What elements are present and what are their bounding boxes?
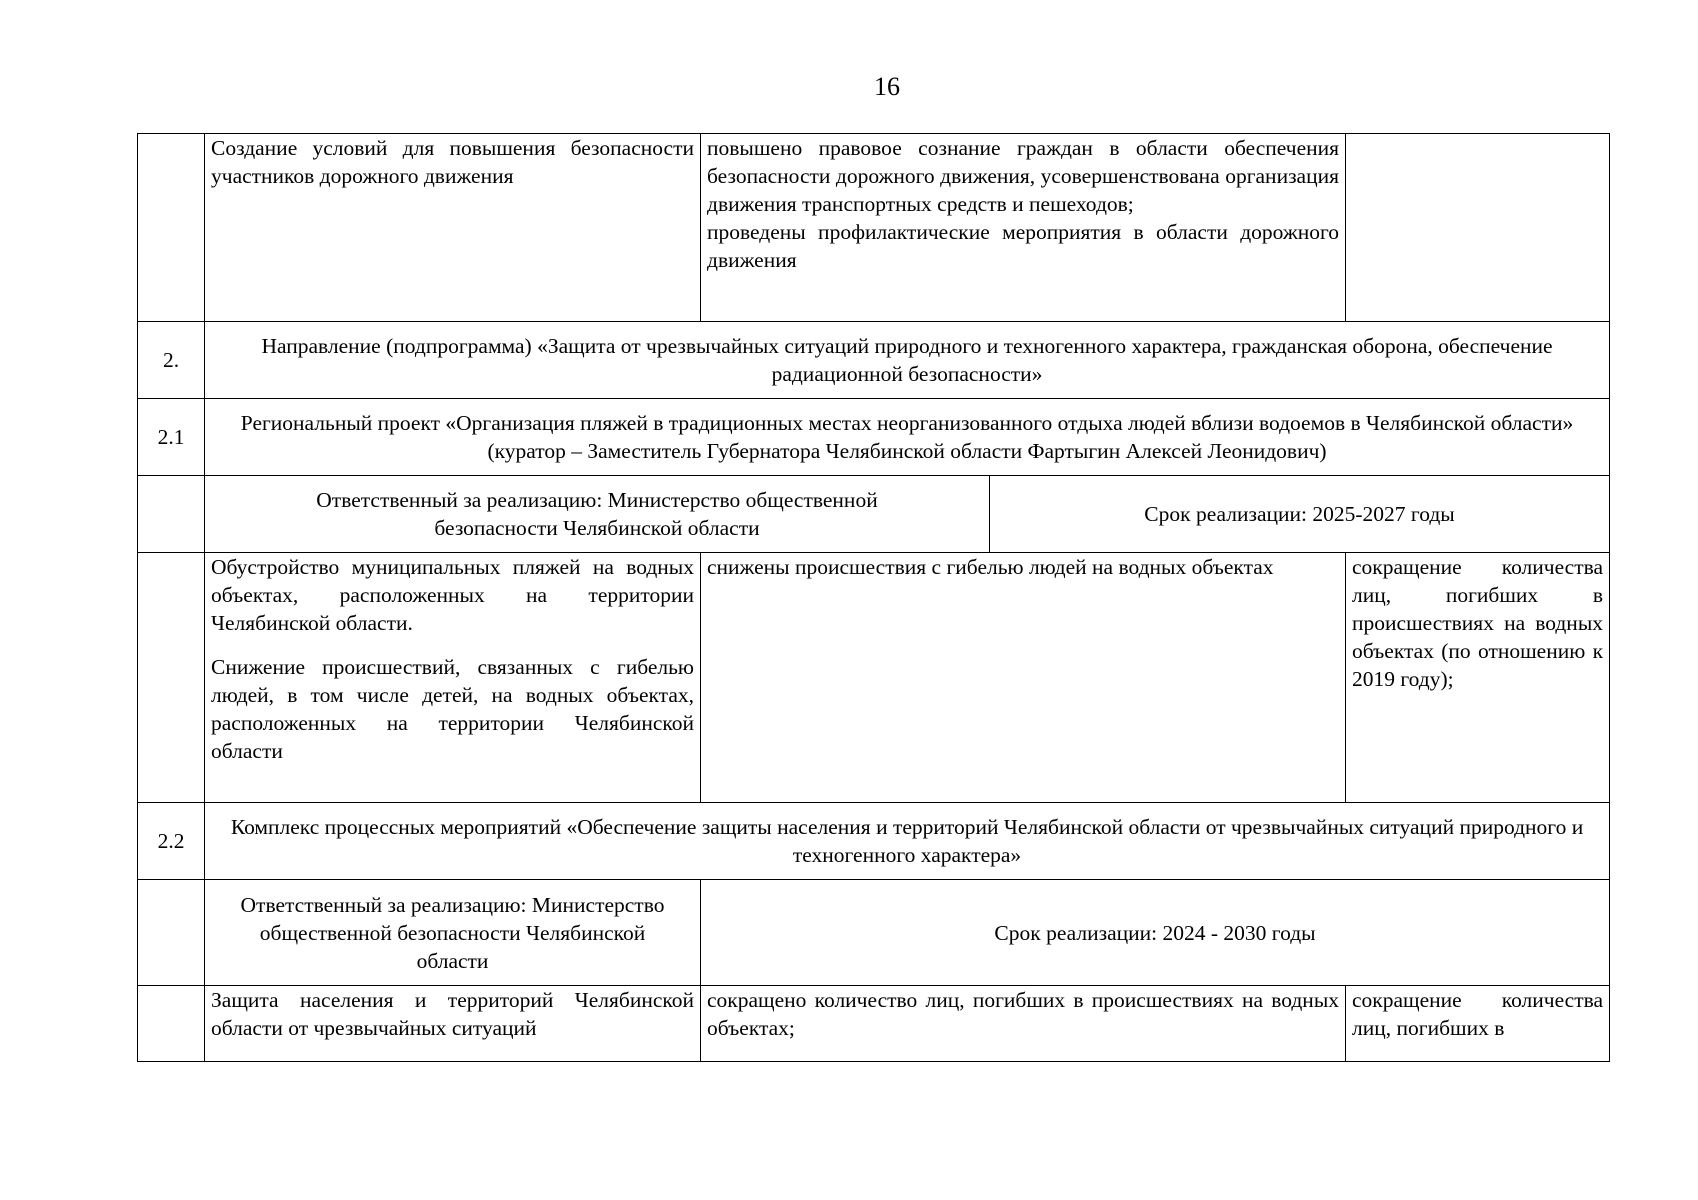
row-number-cell [138,134,205,322]
section-number: 2. [138,322,205,399]
responsible-cell: Ответственный за реализацию: Министерство общественной безопасности Челябинской области [205,880,701,986]
indicator-cell [1346,553,1610,803]
section-row [138,322,1610,399]
section-title: Комплекс процессных мероприятий «Обеспечение защиты населения и территорий Челябинской области от чрезвычайных ситуаций природного и техногенного характера» [205,803,1610,880]
result-cell [701,134,1346,322]
task-text: Защита населения и территорий Челябинской области от чрезвычайных ситуаций [211,988,694,1040]
result-cell [701,553,1346,803]
result-text: проведены профилактические мероприятия в области дорожного движения [707,220,1340,272]
table-row [138,553,1610,803]
result-text: повышено правовое сознание граждан в области обеспечения безопасности дорожного движения, усовершенствована организация движения транспортных средств и пешеходов; [707,136,1340,216]
term-cell: Срок реализации: 2024 - 2030 годы [701,880,1610,986]
table-row [138,134,1610,322]
task-cell [205,553,701,803]
task-text: Снижение происшествий, связанных с гибелью людей, в том числе детей, на водных объектах, расположенных на территории Челябинской области [211,655,694,763]
term-cell: Срок реализации: 2025-2027 годы [990,476,1610,553]
section-row [138,399,1610,476]
indicator-cell [1346,134,1610,322]
indicator-cell [1346,986,1610,1062]
result-text: сокращено количество лиц, погибших в происшествиях на водных объектах; [707,988,1340,1040]
task-text: Создание условий для повышения безопасности участников дорожного движения [211,136,694,188]
indicator-text: сокращение количества лиц, погибших в происшествиях на водных объектах (по отношению к 2019 году); [1352,555,1604,691]
result-cell [701,986,1346,1062]
responsible-row [138,880,1610,986]
responsible-row [138,476,1610,553]
row-number-cell [138,476,205,553]
section-title: Региональный проект «Организация пляжей в традиционных местах неорганизованного отдыха людей вблизи водоемов в Челябинской области» (куратор – Заместитель Губернатора Челябинской области Фартыгин Алексей Леонидович) [205,399,1610,476]
section-row [138,803,1610,880]
task-cell [205,134,701,322]
result-text: снижены происшествия с гибелью людей на водных объектах [707,555,1274,579]
row-number-cell [138,880,205,986]
table-row [138,986,1610,1062]
program-structure-table [137,133,1610,1062]
indicator-text: сокращение количества лиц, погибших в [1352,988,1604,1040]
task-text: Обустройство муниципальных пляжей на водных объектах, расположенных на территории Челябинской области. [211,555,694,635]
row-number-cell [138,986,205,1062]
responsible-cell: Ответственный за реализацию: Министерство общественной безопасности Челябинской области [205,476,990,553]
row-number-cell [138,553,205,803]
section-number: 2.2 [138,803,205,880]
page-number: 16 [874,72,900,101]
section-number: 2.1 [138,399,205,476]
task-cell [205,986,701,1062]
section-title: Направление (подпрограмма) «Защита от чрезвычайных ситуаций природного и техногенного характера, гражданская оборона, обеспечение радиационной безопасности» [205,322,1610,399]
